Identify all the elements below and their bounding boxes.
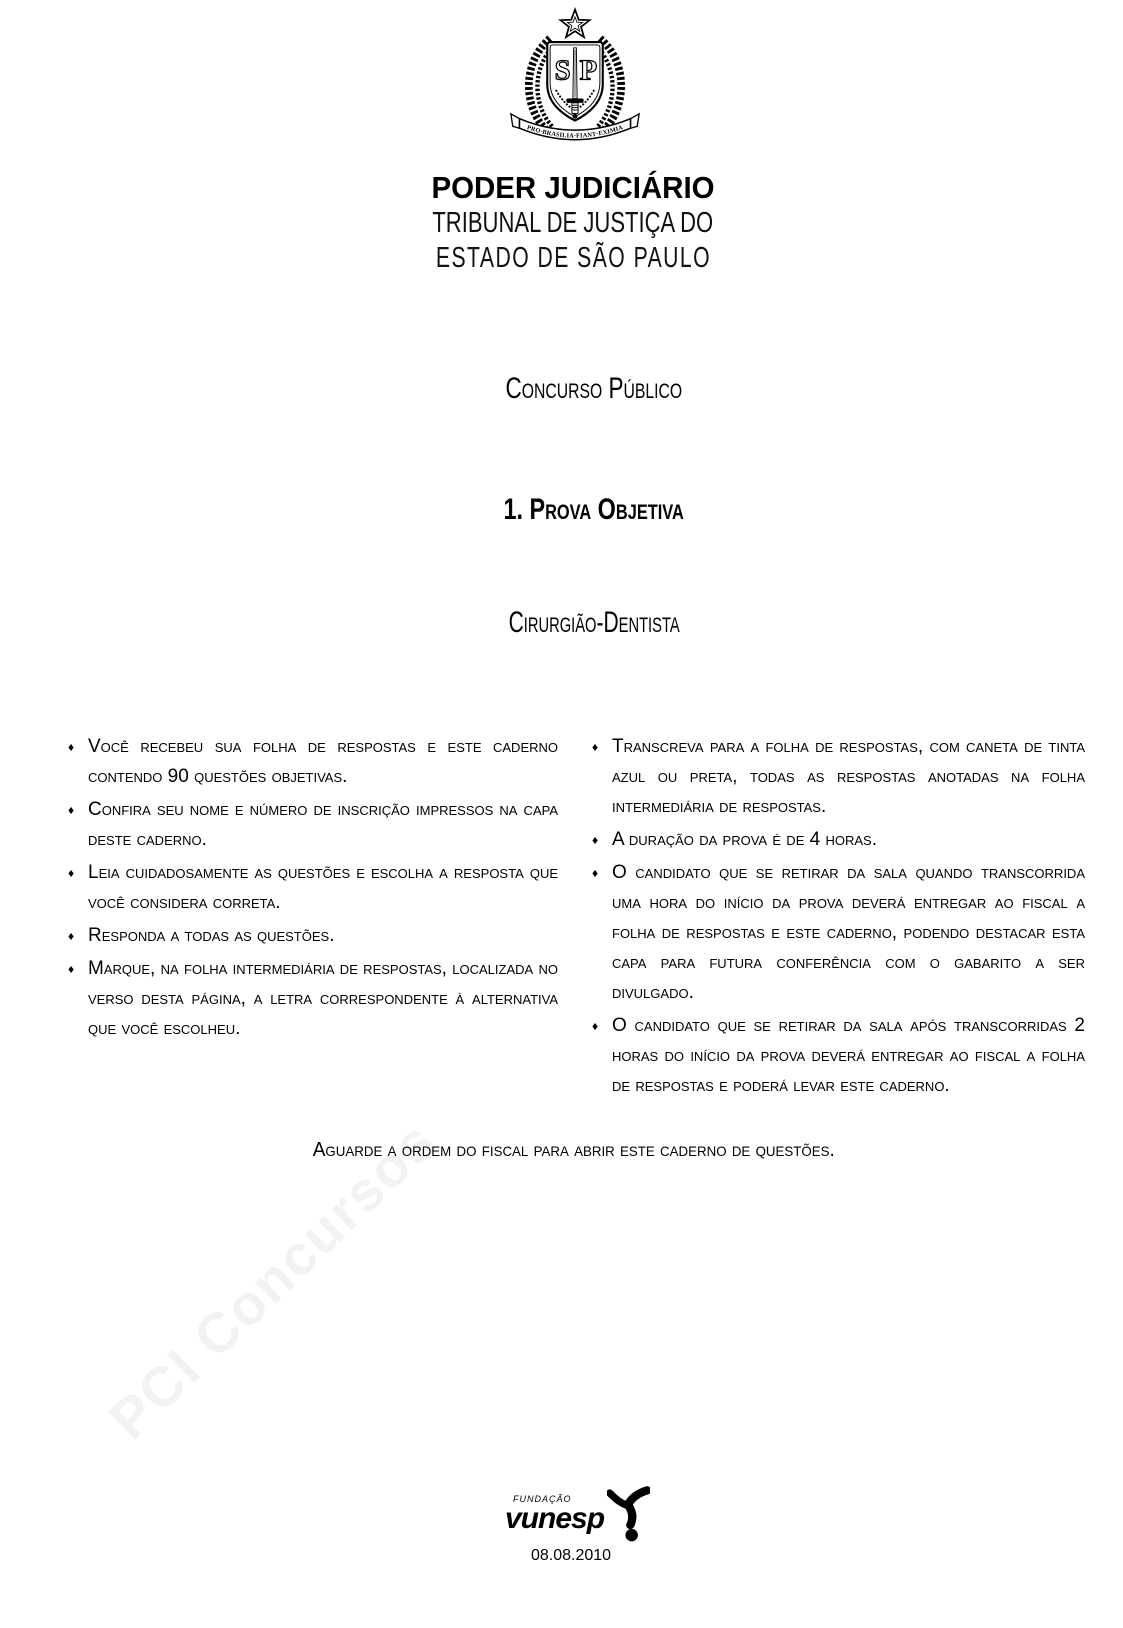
vunesp-wordmark bbox=[505, 1484, 604, 1534]
shield-letter-s: S bbox=[554, 54, 571, 87]
wait-notice-text: Aguarde a ordem do fiscal para abrir este caderno de questões. bbox=[312, 1139, 836, 1161]
role-title-text: Cirurgião-Dentista bbox=[508, 606, 680, 639]
instruction-text: Confira seu nome e número de inscrição impressos na capa deste caderno. bbox=[88, 799, 558, 850]
bullet-diamond-icon: ♦ bbox=[68, 866, 75, 880]
instruction-item bbox=[592, 1011, 1085, 1101]
shield-letter-p: P bbox=[579, 54, 598, 87]
sao-paulo-coat-of-arms-icon bbox=[508, 5, 642, 150]
bullet-diamond-icon: ♦ bbox=[68, 962, 75, 976]
instructions-left-column bbox=[68, 732, 558, 1104]
motto-text: PRO·BRASILIA·FIANT·EXIMIA bbox=[525, 124, 624, 140]
vunesp-bird-icon bbox=[607, 1486, 650, 1544]
instruction-text: Transcreva para a folha de respostas, com caneta de tinta azul ou preta, todas as respostas anotadas na folha intermediária de respostas. bbox=[612, 736, 1085, 817]
instruction-text: O candidato que se retirar da sala quando transcorrida uma hora do início da prova deverá entregar ao fiscal a folha de respostas e este caderno, podendo destacar esta capa para futura conferência com o gabarito a ser divulgado. bbox=[612, 862, 1085, 1003]
wait-notice bbox=[0, 1139, 1123, 1162]
institution-line-1 bbox=[0, 207, 1123, 240]
bullet-diamond-icon: ♦ bbox=[592, 866, 599, 880]
instructions-right-column bbox=[592, 732, 1085, 1104]
role-title bbox=[0, 606, 1123, 640]
institution-line-2 bbox=[0, 242, 1123, 275]
bullet-diamond-icon: ♦ bbox=[592, 1019, 599, 1033]
section-title-text: 1. Prova Objetiva bbox=[503, 493, 685, 526]
bullet-diamond-icon: ♦ bbox=[592, 740, 599, 754]
instruction-text: Você recebeu sua folha de respostas e este caderno contendo 90 questões objetivas. bbox=[88, 736, 558, 787]
bullet-diamond-icon: ♦ bbox=[68, 740, 75, 754]
org-title bbox=[0, 170, 1123, 206]
instruction-item bbox=[68, 954, 558, 1044]
instruction-item bbox=[68, 732, 558, 792]
instruction-item bbox=[68, 795, 558, 855]
contest-title-text: Concurso Público bbox=[505, 372, 683, 405]
org-title-text: PODER JUDICIÁRIO bbox=[431, 170, 715, 205]
bullet-diamond-icon: ♦ bbox=[68, 803, 75, 817]
institution-line-1-text: TRIBUNAL DE JUSTIÇA DO bbox=[432, 207, 714, 239]
instructions bbox=[68, 732, 1085, 1104]
section-title bbox=[0, 493, 1123, 527]
instruction-text: Marque, na folha intermediária de respostas, localizada no verso desta página, a letra correspondente à alternativa que você escolheu. bbox=[88, 958, 558, 1039]
institution-line-2-text: ESTADO DE SÃO PAULO bbox=[435, 242, 711, 274]
instruction-item bbox=[592, 858, 1085, 1008]
star-icon bbox=[560, 10, 589, 38]
instruction-text: Leia cuidadosamente as questões e escolha a resposta que você considera correta. bbox=[88, 862, 558, 913]
shield-icon bbox=[547, 42, 603, 120]
watermark: PCI Concursos bbox=[97, 1108, 449, 1451]
contest-title bbox=[0, 372, 1123, 406]
instruction-item bbox=[592, 825, 1085, 855]
instruction-item bbox=[68, 921, 558, 951]
instruction-text: Responda a todas as questões. bbox=[88, 925, 335, 946]
instruction-text: A duração da prova é de 4 horas. bbox=[612, 829, 877, 850]
bullet-diamond-icon: ♦ bbox=[68, 929, 75, 943]
instruction-item bbox=[68, 858, 558, 918]
foundation-label: FUNDAÇÃO bbox=[513, 1494, 572, 1504]
instruction-text: O candidato que se retirar da sala após transcorridas 2 horas do início da prova deverá entregar ao fiscal a folha de respostas e poderá levar este caderno. bbox=[612, 1015, 1085, 1096]
vunesp-logo bbox=[505, 1484, 650, 1565]
instruction-item bbox=[592, 732, 1085, 822]
exam-date: 08.08.2010 bbox=[530, 1547, 612, 1564]
vunesp-brand: vunesp bbox=[505, 1502, 605, 1535]
bullet-diamond-icon: ♦ bbox=[592, 833, 599, 847]
